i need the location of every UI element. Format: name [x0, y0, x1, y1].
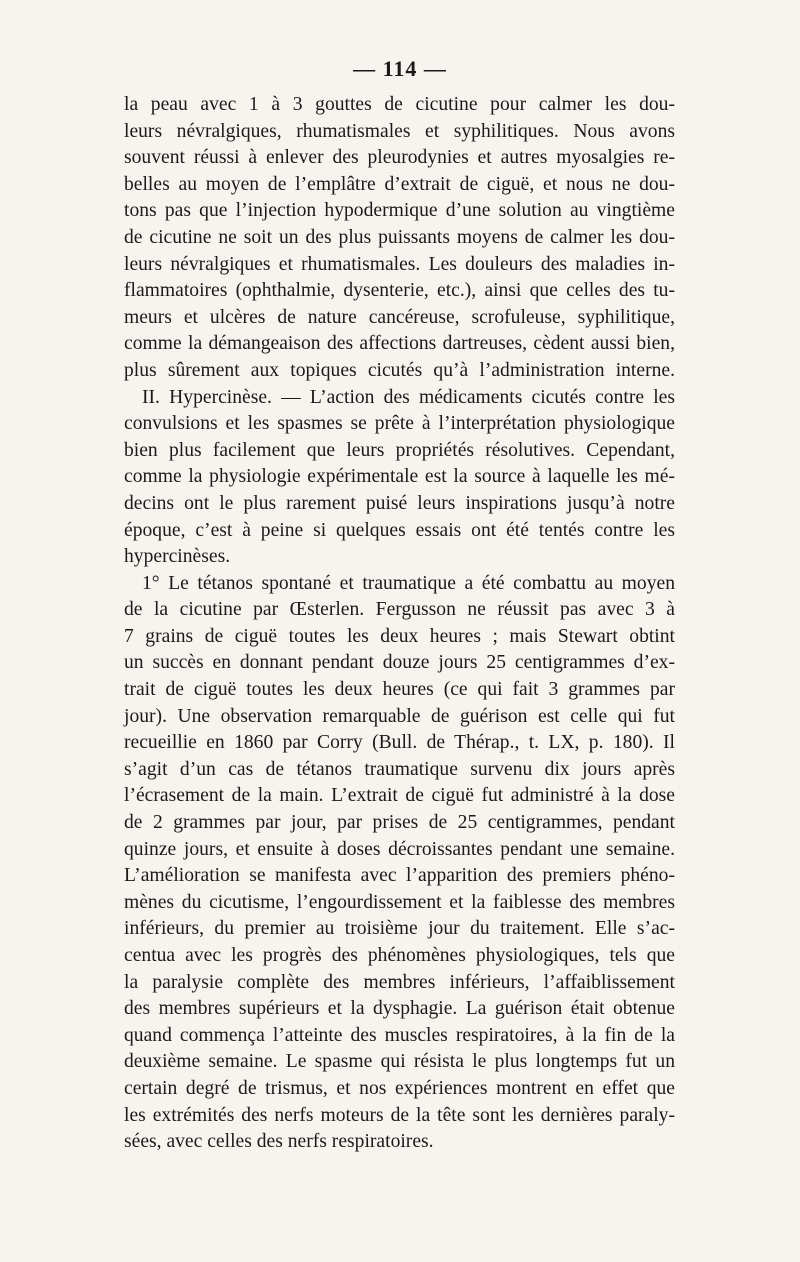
text-line: de cicutine ne soit un des plus puissants moyens de calmer les dou- [124, 226, 675, 248]
text-line: jour). Une observation remarquable de guérison est celle qui fut [124, 705, 675, 727]
text-line: leurs névralgiques et rhumatismales. Les douleurs des maladies in- [124, 253, 675, 275]
text-line: 7 grains de ciguë toutes les deux heures ; mais Stewart obtint [124, 625, 675, 647]
text-line: s’agit d’un cas de tétanos traumatique survenu dix jours après [124, 758, 675, 780]
text-line: tons pas que l’injection hypodermique d’une solution au vingtième [124, 200, 675, 222]
text-line: belles au moyen de l’emplâtre d’extrait de ciguë, et nous ne dou- [124, 173, 675, 195]
text-line: quand commença l’atteinte des muscles respiratoires, à la fin de la [124, 1024, 675, 1046]
text-line: recueillie en 1860 par Corry (Bull. de Thérap., t. LX, p. 180). Il [124, 732, 675, 754]
text-line: centua avec les progrès des phénomènes physiologiques, tels que [124, 945, 675, 966]
text-line: les extrémités des nerfs moteurs de la tête sont les dernières paraly- [124, 1104, 675, 1126]
text-line: mènes du cicutisme, l’engourdissement et la faiblesse des membres [124, 891, 675, 913]
text-line: trait de ciguë toutes les deux heures (ce qui fait 3 grammes par [124, 679, 675, 701]
text-line: époque, c’est à peine si quelques essais ont été tentés contre les [124, 519, 675, 541]
page-number: — 114 — [353, 56, 447, 81]
text-line: hypercinèses. [124, 546, 231, 568]
text-line: souvent réussi à enlever des pleurodynies et autres myosalgies re- [124, 147, 675, 169]
text-line: comme la physiologie expérimentale est la source à laquelle les mé- [124, 466, 675, 488]
text-line: convulsions et les spasmes se prête à l’interprétation physiologique [124, 413, 675, 435]
text-line: bien plus facilement que leurs propriétés résolutives. Cependant, [124, 439, 675, 461]
body-text [124, 92, 675, 1156]
text-line: quinze jours, et ensuite à doses décroissantes pendant une semaine. [124, 838, 675, 860]
text-line: meurs et ulcères de nature cancéreuse, scrofuleuse, syphilitique, [124, 306, 675, 328]
text-line: 1° Le tétanos spontané et traumatique a été combattu au moyen [142, 572, 675, 594]
text-line: la peau avec 1 à 3 gouttes de cicutine pour calmer les dou- [124, 94, 675, 115]
text-line: de 2 grammes par jour, par prises de 25 centigrammes, pendant [124, 812, 675, 834]
text-line: L’amélioration se manifesta avec l’apparition des premiers phéno- [124, 865, 675, 887]
text-line: decins ont le plus rarement puisé leurs inspirations jusqu’à notre [124, 492, 675, 514]
text-line: certain degré de trismus, et nos expériences montrent en effet que [124, 1077, 675, 1099]
text-line: la paralysie complète des membres inférieurs, l’affaiblissement [124, 971, 675, 993]
text-line: deuxième semaine. Le spasme qui résista le plus longtemps fut un [124, 1051, 675, 1073]
text-line: sées, avec celles des nerfs respiratoires. [124, 1131, 434, 1153]
text-line: l’écrasement de la main. L’extrait de ciguë fut administré à la dose [124, 785, 675, 807]
text-line: de la cicutine par Œsterlen. Fergusson ne réussit pas avec 3 à [124, 599, 675, 621]
text-line: comme la démangeaison des affections dartreuses, cèdent aussi bien, [124, 333, 675, 355]
text-line: inférieurs, du premier au troisième jour du traitement. Elle s’ac- [124, 918, 675, 940]
text-line: flammatoires (ophthalmie, dysenterie, etc.), ainsi que celles des tu- [124, 280, 675, 302]
text-line: leurs névralgiques, rhumatismales et syphilitiques. Nous avons [124, 120, 675, 142]
text-line: un succès en donnant pendant douze jours 25 centigrammes d’ex- [124, 652, 675, 674]
text-line: plus sûrement aux topiques cicutés qu’à l’administration interne. [124, 359, 675, 381]
text-line: II. Hypercinèse. — L’action des médicaments cicutés contre les [142, 386, 675, 408]
text-line: des membres supérieurs et la dysphagie. La guérison était obtenue [124, 998, 675, 1020]
